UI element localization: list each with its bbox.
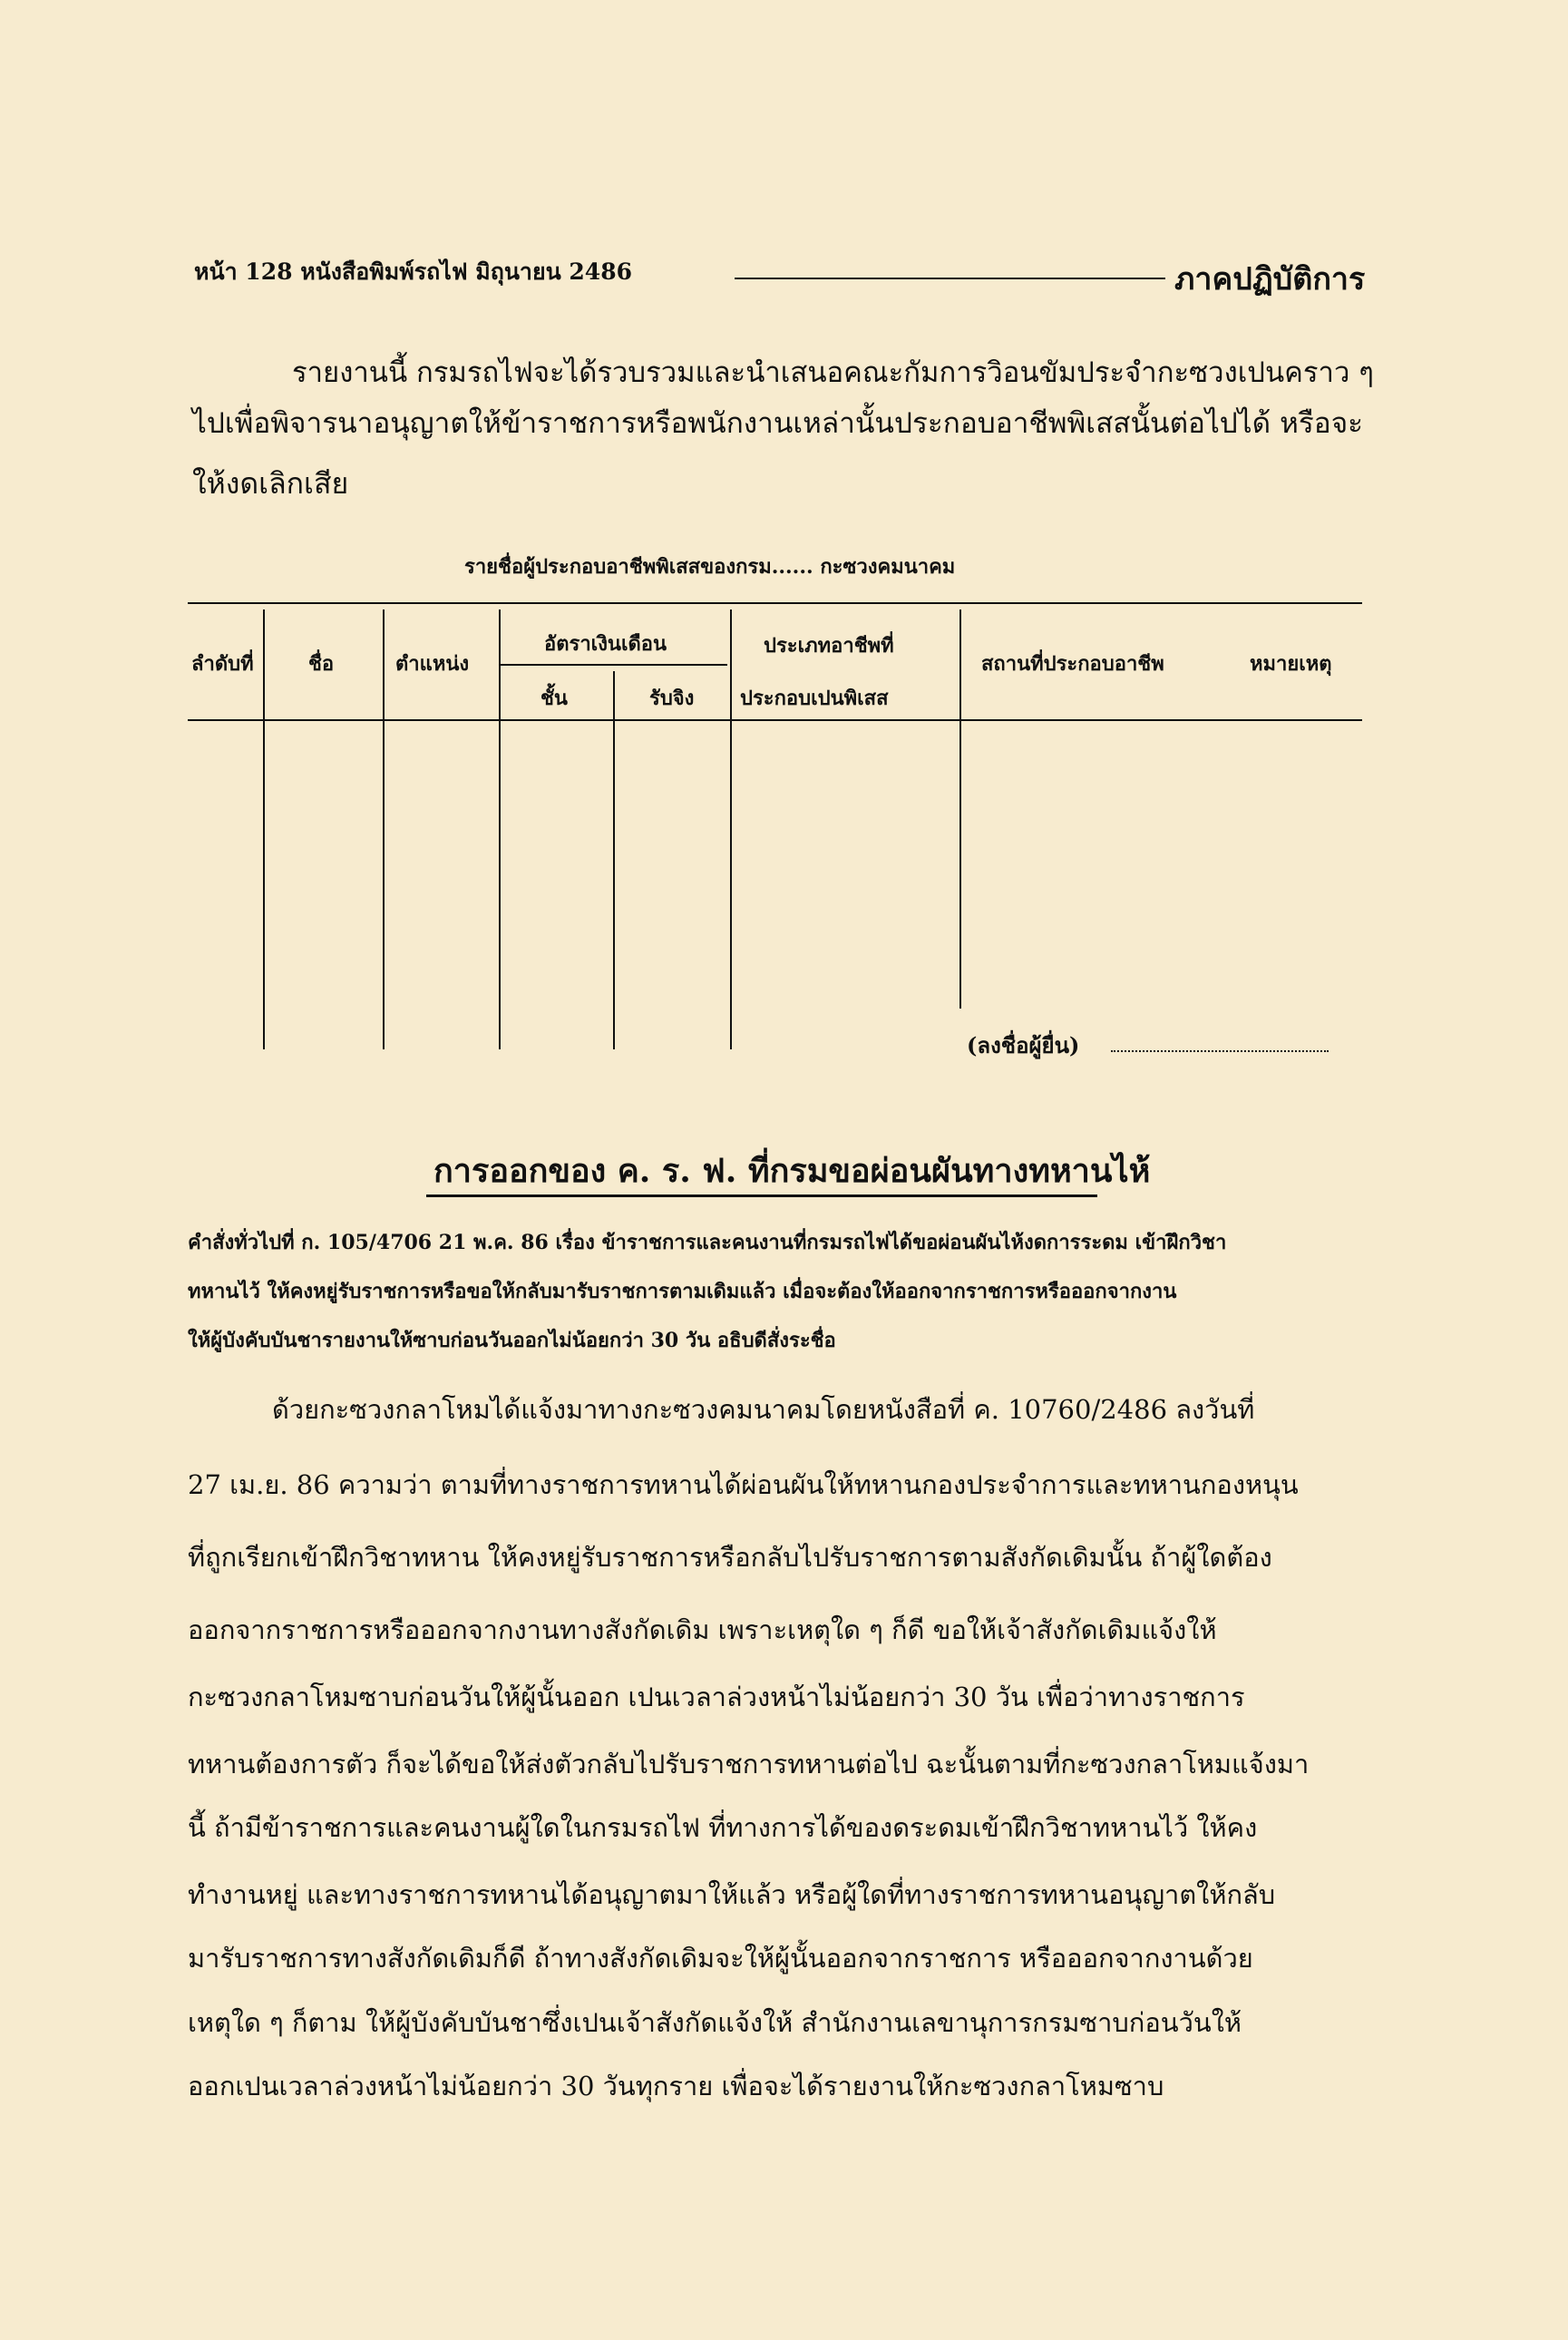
body-line-2: 27 เม.ย. 86 ความว่า ตามที่ทางราชการทหานได้ผ่อนผันให้ทหานกองประจำการและทหานกองหนุน: [188, 1469, 1299, 1500]
col-header-position: ตำแหน่ง: [395, 652, 470, 676]
salary-subheader-rule: [499, 664, 727, 666]
body-line-3: ที่ถูกเรียกเข้าฝึกวิชาทหาน ให้คงหยู่รับราชการหรือกลับไปรับราชการตามสังกัดเดิมนั้น ถ้าผู้ใดต้อง: [188, 1542, 1272, 1573]
page-header-left: หน้า 128 หนังสือพิมพ์รถไฟ มิถุนายน 2486: [194, 258, 632, 285]
order-line-2: ทหานไว้ ให้คงหยู่รับราชการหรือขอให้กลับมารับราชการตามเดิมแล้ว เมื่อจะต้องให้ออกจากราชการหรือออกจากงาน: [188, 1280, 1177, 1303]
signature-label: (ลงชื่อผู้ยื่น): [967, 1032, 1080, 1058]
table-col-divider: [959, 609, 961, 1009]
col-header-career-place: สถานที่ประกอบอาชีพ: [981, 652, 1164, 676]
col-header-order: ลำดับที่: [191, 652, 254, 676]
table-col-divider: [613, 671, 615, 1049]
intro-line-2: ไปเพื่อพิจารนาอนุญาตให้ข้าราชการหรือพนักงานเหล่านั้นประกอบอาชีพพิเสสนั้นต่อไปได้ หรือจะ: [192, 407, 1364, 440]
signature-line: [1111, 1050, 1329, 1052]
form-caption: รายชื่อผู้ประกอบอาชีพพิเสสของกรม...... กะซวงคมนาคม: [464, 555, 956, 579]
body-line-8: ทำงานหยู่ และทางราชการทหานได้อนุญาตมาให้แล้ว หรือผู้ใดที่ทางราชการทหานอนุญาตให้กลับ: [188, 1879, 1276, 1910]
body-line-10: เหตุใด ๆ ก็ตาม ให้ผู้บังคับบันชาซึ่งเปนเจ้าสังกัดแจ้งให้ สำนักงานเลขานุการกรมซาบก่อนวันให้: [188, 2007, 1242, 2038]
table-header-rule: [188, 719, 1362, 721]
table-col-divider: [499, 609, 501, 1049]
header-rule: [735, 278, 1165, 279]
col-header-name: ชื่อ: [308, 652, 335, 676]
body-line-6: ทหานต้องการตัว ก็จะได้ขอให้ส่งตัวกลับไปรับราชการทหานต่อไป ฉะนั้นตามที่กะซวงกลาโหมแจ้งมา: [188, 1749, 1310, 1779]
table-col-divider: [730, 609, 732, 1049]
body-line-11: ออกเปนเวลาล่วงหน้าไม่น้อยกว่า 30 วันทุกราย เพื่อจะได้รายงานให้กะซวงกลาโหมซาบ: [188, 2071, 1164, 2101]
intro-line-1: รายงานนี้ กรมรถไฟจะได้รวบรวมและนำเสนอคณะกัมการวิอนขัมประจำกะซวงเปนคราว ๆ: [292, 356, 1374, 389]
body-line-1: ด้วยกะซวงกลาโหมได้แจ้งมาทางกะซวงคมนาคมโดยหนังสือที่ ค. 10760/2486 ลงวันที่: [272, 1394, 1255, 1425]
body-line-5: กะซวงกลาโหมซาบก่อนวันให้ผู้นั้นออก เปนเวลาล่วงหน้าไม่น้อยกว่า 30 วัน เพื่อว่าทางราชการ: [188, 1682, 1245, 1712]
section-title-underline: [426, 1194, 1097, 1197]
body-line-9: มารับราชการทางสังกัดเดิมก็ดี ถ้าทางสังกัดเดิมจะให้ผู้นั้นออกจากราชการ หรือออกจากงานด้วย: [188, 1943, 1253, 1974]
col-header-career-type-2: ประกอบเปนพิเสส: [740, 687, 889, 710]
order-line-3: ให้ผู้บังคับบันชารายงานให้ซาบก่อนวันออกไม่น้อยกว่า 30 วัน อธิบดีสั่งระชื่อ: [188, 1329, 836, 1352]
section-title: การออกของ ค. ร. ฟ. ที่กรมขอผ่อนผันทางทหานไห้: [433, 1152, 1151, 1190]
col-header-career-type: ประเภทอาชีพที่: [764, 634, 894, 658]
body-line-7: นี้ ถ้ามีข้าราชการและคนงานผู้ใดในกรมรถไฟ ที่ทางการได้ของดระดมเข้าฝึกวิชาทหานไว้ ให้คง: [188, 1812, 1258, 1843]
col-header-salary-class: ชั้น: [541, 687, 568, 710]
table-col-divider: [383, 609, 385, 1049]
col-header-salary: อัตราเงินเดือน: [544, 632, 667, 656]
body-line-4: ออกจากราชการหรือออกจากงานทางสังกัดเดิม เพราะเหตุใด ๆ ก็ดี ขอให้เจ้าสังกัดเดิมแจ้งให้: [188, 1614, 1217, 1645]
table-col-divider: [263, 609, 265, 1049]
order-line-1: คำสั่งทั่วไปที่ ก. 105/4706 21 พ.ค. 86 เรื่อง ข้าราชการและคนงานที่กรมรถไฟได้ขอผ่อนผันไห้งดการระดม เข้าฝึกวิชา: [188, 1231, 1227, 1254]
intro-line-3: ให้งดเลิกเสีย: [192, 466, 349, 501]
col-header-salary-received: รับจิง: [649, 687, 695, 710]
col-header-remark: หมายเหตุ: [1250, 652, 1332, 676]
page-header-section: ภาคปฏิบัติการ: [1174, 261, 1366, 297]
table-top-rule: [188, 602, 1362, 604]
